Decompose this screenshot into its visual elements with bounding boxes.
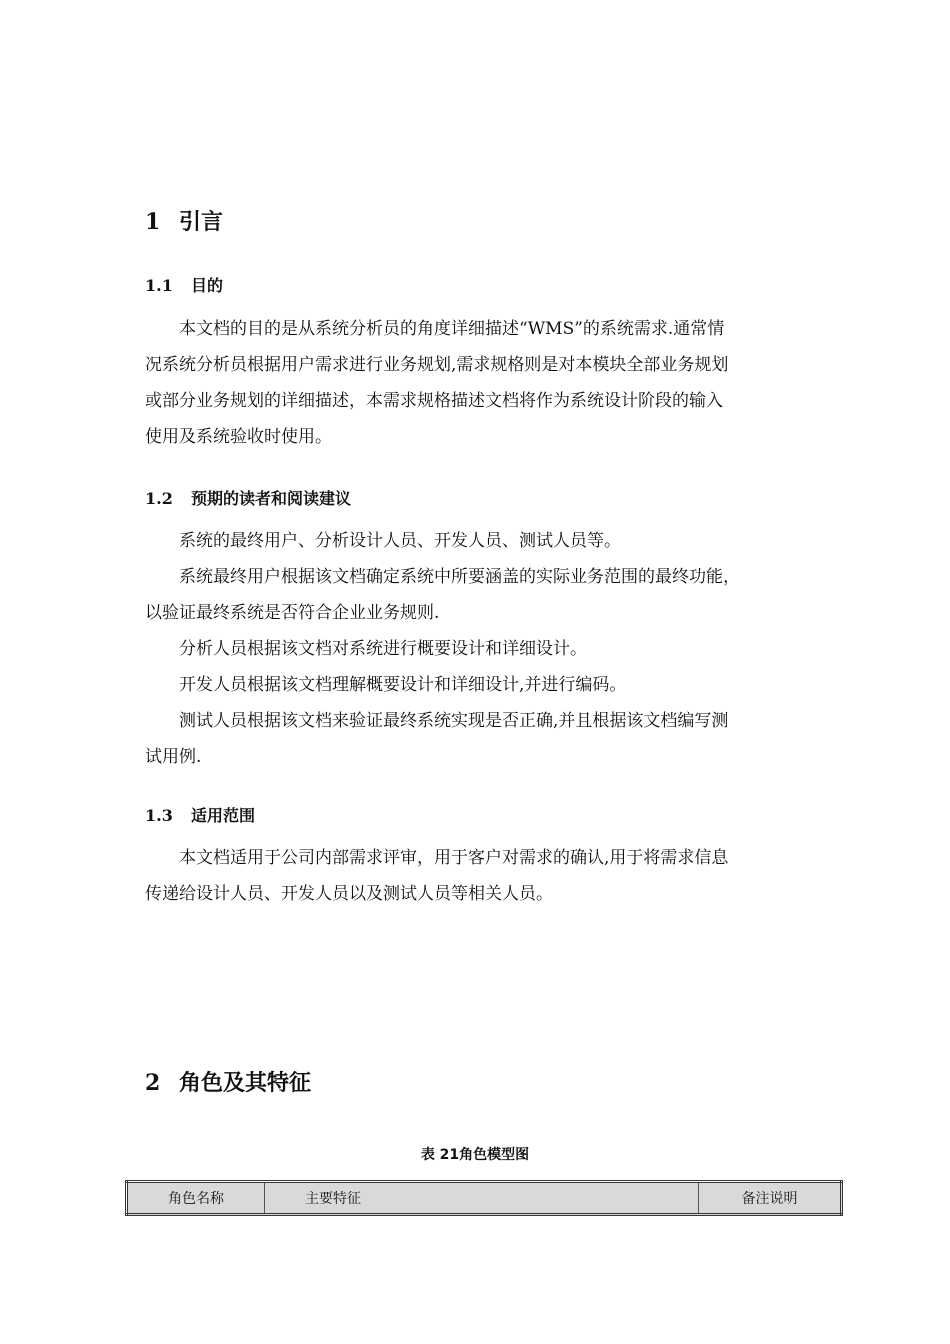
- table-header-cell: 角色名称: [127, 1182, 265, 1215]
- paragraph-line: 传递给设计人员、开发人员以及测试人员等相关人员。: [145, 884, 553, 904]
- section-heading-2: [145, 1066, 311, 1097]
- purpose-paragraph: [145, 311, 817, 455]
- section-title: 角色及其特征: [179, 1070, 312, 1096]
- table-header-cell: 备注说明: [699, 1182, 842, 1215]
- paragraph-line: 系统最终用户根据该文档确定系统中所要涵盖的实际业务范围的最终功能，: [179, 567, 740, 587]
- table-header-row: [127, 1182, 842, 1215]
- paragraph-line: 本文档适用于公司内部需求评审，用于客户对需求的确认,用于将需求信息: [179, 848, 729, 868]
- subsection-number: 1.3: [145, 806, 173, 825]
- paragraph-line: 或部分业务规划的详细描述，本需求规格描述文档将作为系统设计阶段的输入: [145, 391, 723, 411]
- subsection-number: 1.2: [145, 489, 173, 508]
- paragraph-line: 开发人员根据该文档理解概要设计和详细设计,并进行编码。: [179, 675, 627, 695]
- subsection-title: 目的: [191, 276, 224, 295]
- section-number: 2: [145, 1070, 161, 1096]
- section-number: 1: [145, 209, 161, 235]
- paragraph-line: 使用及系统验收时使用。: [145, 427, 332, 447]
- readers-paragraph: [145, 523, 817, 775]
- role-model-table: [125, 1180, 843, 1216]
- table-header-cell: 主要特征: [265, 1182, 699, 1215]
- paragraph-line: 以验证最终系统是否符合企业业务规则.: [145, 603, 440, 623]
- subsection-title: 预期的读者和阅读建议: [191, 489, 352, 508]
- paragraph-line: 本文档的目的是从系统分析员的角度详细描述“WMS”的系统需求.通常情: [179, 319, 725, 339]
- paragraph-line: 况系统分析员根据用户需求进行业务规划,需求规格则是对本模块全部业务规划: [145, 355, 729, 375]
- paragraph-line: 系统的最终用户、分析设计人员、开发人员、测试人员等。: [179, 531, 621, 551]
- subsection-number: 1.1: [145, 276, 173, 295]
- scope-paragraph: [145, 840, 817, 912]
- table-caption: 表 21角色模型图: [420, 1147, 530, 1163]
- paragraph-line: 分析人员根据该文档对系统进行概要设计和详细设计。: [179, 639, 587, 659]
- paragraph-line: 试用例.: [145, 747, 202, 767]
- subsection-heading-1-3: [145, 803, 255, 826]
- subsection-heading-1-2: [145, 486, 351, 509]
- section-title: 引言: [179, 209, 224, 235]
- subsection-title: 适用范围: [191, 806, 256, 825]
- subsection-heading-1-1: [145, 273, 223, 296]
- paragraph-line: 测试人员根据该文档来验证最终系统实现是否正确,并且根据该文档编写测: [179, 711, 729, 731]
- section-heading-1: [145, 205, 223, 236]
